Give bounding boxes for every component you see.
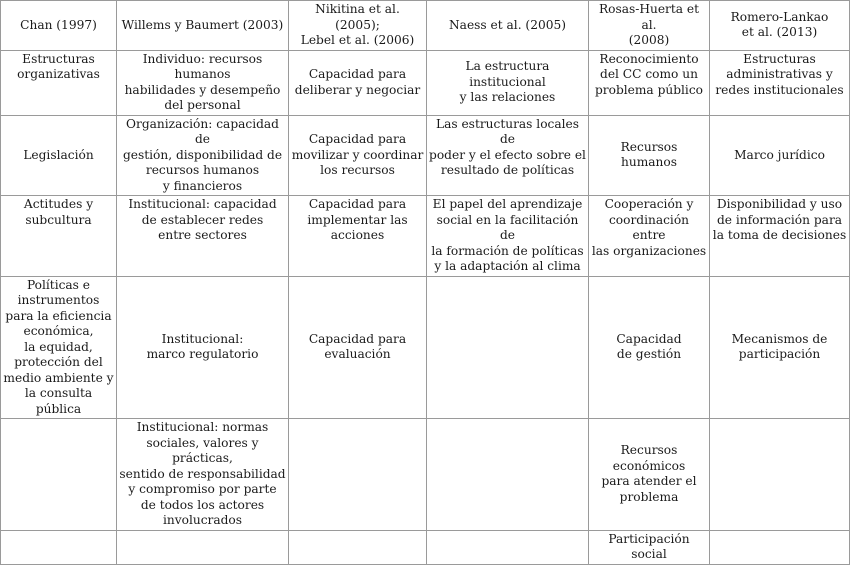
header-nikitina-lebel: Nikitina et al. (2005); Lebel et al. (2006) [289, 1, 427, 51]
table-row [1, 276, 850, 419]
table-cell: Actitudes y subcultura [1, 196, 117, 277]
table-cell: Capacidad para movilizar y coordinar los recursos [289, 115, 427, 196]
table-cell: Institucional: marco regulatorio [117, 276, 289, 419]
table-cell: Capacidad para deliberar y negociar [289, 50, 427, 115]
table-cell: Capacidad para implementar las acciones [289, 196, 427, 277]
table-cell: Organización: capacidad de gestión, disponibilidad de recursos humanos y financieros [117, 115, 289, 196]
table-row [1, 115, 850, 196]
table-cell [427, 530, 589, 564]
table-cell: Individuo: recursos humanos habilidades y desempeño del personal [117, 50, 289, 115]
table-cell: Institucional: capacidad de establecer redes entre sectores [117, 196, 289, 277]
table-cell [289, 419, 427, 531]
table-cell: Institucional: normas sociales, valores y prácticas, sentido de responsabilidad y compromiso por parte de todos los actores involucrados [117, 419, 289, 531]
table-cell: Capacidad de gestión [589, 276, 710, 419]
table-cell [289, 530, 427, 564]
header-romero-lankao: Romero-Lankao et al. (2013) [710, 1, 850, 51]
table-cell: Disponibilidad y uso de información para la toma de decisiones [710, 196, 850, 277]
table-cell: Estructuras administrativas y redes institucionales [710, 50, 850, 115]
table-cell [1, 419, 117, 531]
table-cell: Capacidad para evaluación [289, 276, 427, 419]
table-cell: Cooperación y coordinación entre las organizaciones [589, 196, 710, 277]
table-cell [427, 276, 589, 419]
header-naess: Naess et al. (2005) [427, 1, 589, 51]
header-willems-baumert: Willems y Baumert (2003) [117, 1, 289, 51]
table-cell [427, 419, 589, 531]
table-row [1, 419, 850, 531]
table-cell: El papel del aprendizaje social en la facilitación de la formación de políticas y la adaptación al clima [427, 196, 589, 277]
table-row [1, 196, 850, 277]
table-cell [1, 530, 117, 564]
table-cell: Las estructuras locales de poder y el efecto sobre el resultado de políticas [427, 115, 589, 196]
header-rosas-huerta: Rosas-Huerta et al. (2008) [589, 1, 710, 51]
table-cell: Mecanismos de participación [710, 276, 850, 419]
table-row [1, 50, 850, 115]
table-cell: La estructura institucional y las relaciones [427, 50, 589, 115]
table-cell: Participación social [589, 530, 710, 564]
table-cell [710, 419, 850, 531]
table-cell [117, 530, 289, 564]
table-cell: Políticas e instrumentos para la eficiencia económica, la equidad, protección del medio ambiente y la consulta pública [1, 276, 117, 419]
header-chan: Chan (1997) [1, 1, 117, 51]
header-row [1, 1, 850, 51]
table-cell: Legislación [1, 115, 117, 196]
table-cell: Reconocimiento del CC como un problema público [589, 50, 710, 115]
table-cell: Estructuras organizativas [1, 50, 117, 115]
table-cell: Recursos humanos [589, 115, 710, 196]
table-cell [710, 530, 850, 564]
table-row [1, 530, 850, 564]
table-cell: Marco jurídico [710, 115, 850, 196]
table-cell: Recursos económicos para atender el problema [589, 419, 710, 531]
